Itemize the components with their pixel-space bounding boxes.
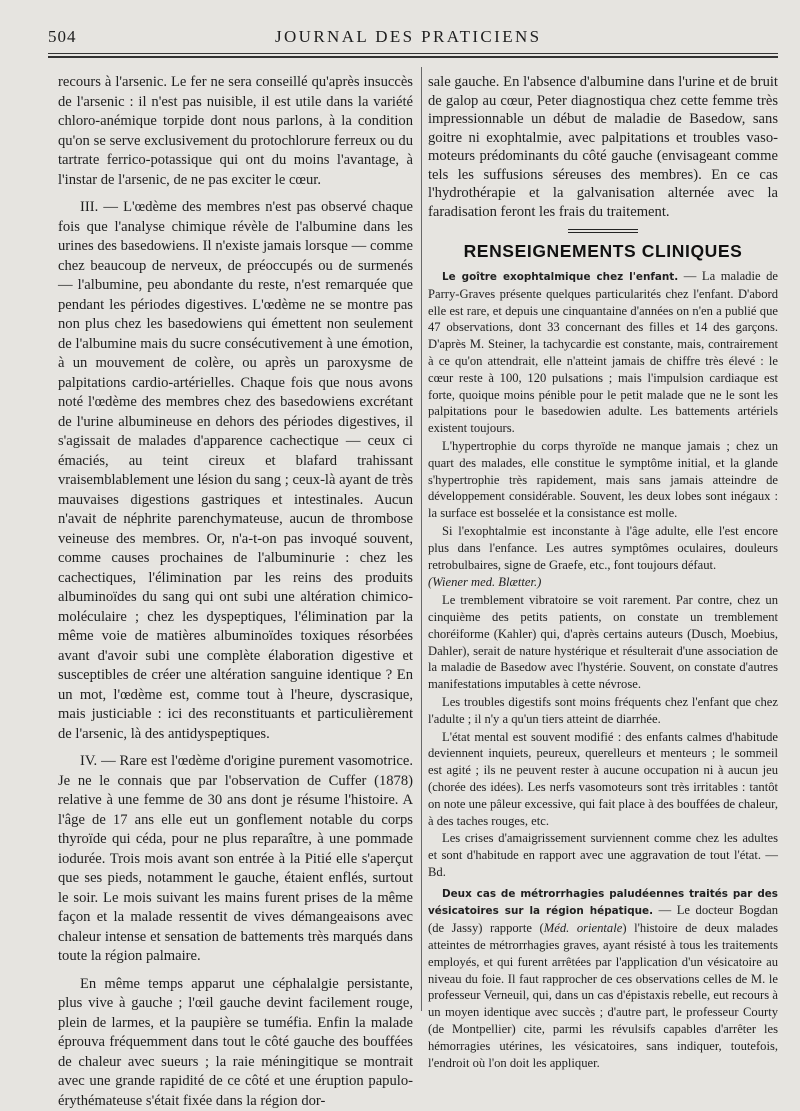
article-title: Le goître exophtalmique chez l'enfant.	[442, 271, 678, 283]
left-column	[58, 73, 413, 1111]
citation-source: (Wiener med. Blætter.)	[428, 575, 541, 589]
section-separator	[568, 229, 638, 233]
paragraph: L'état mental est souvent modifié : des enfants calmes d'habitude deviennent inquiets, peureux, querelleurs et menteurs ; le sommeil est agité ; ils ne peuvent rester à aucune occupation ni à aucun jeu (chorée des idées). Les nerfs vasomoteurs sont très irritables : tantôt on note une pâleur excessive, qui fait place à des bouffées de chaleur, à des taches rouges, etc.	[428, 729, 778, 830]
paragraph: recours à l'arsenic. Le fer ne sera conseillé qu'après insuccès de l'arsenic : il n'est pas nuisible, il est utile dans la variété chloro-anémique torpide dont nous parlons, à la condition qu'on se serve exclusivement du protochlorure ferreux ou du tartrate ferrico-potassique qui ont du moins l'avantage, à l'instar de l'arsenic, de ne pas exciter le cœur.	[58, 73, 413, 190]
paragraph: En même temps apparut une céphalalgie persistante, plus vive à gauche ; l'œil gauche devint facilement rouge, plein de larmes, et la paupière se tuméfia. Enfin la malade éprouva fréquemment dans tout le côté gauche des bouffées de chaleur avec sueurs ; la raie méningitique se montrait avec une grande rapidité de ce côté et une éruption papulo-érythémateuse s'était fixée dans la région dor-	[58, 975, 413, 1111]
header-rule	[48, 53, 778, 58]
right-column	[428, 73, 778, 1071]
page-number: 504	[48, 27, 77, 47]
journal-title: JOURNAL DES PRATICIENS	[275, 27, 542, 47]
article-text: — La maladie de Parry-Graves présente quelques particularités chez l'enfant. D'abord elle est rare, et depuis une cinquantaine d'années on n'en a publié que 47 observations, dont 33 concernant des filles et 14 des garçons. D'après M. Steiner, la tachycardie est constante, mais, contrairement à ce qu'on attendrait, elle n'atteint jamais de chiffre très élevé : le cœur reste à 100, 120 pulsations ; mais l'impulsion cardiaque est forte, quoique moins pénible pour le petit malade que ne le sont les palpitations pour le basedowien adulte. Les battements artériels existent toujours.	[428, 269, 778, 435]
paragraph: Le tremblement vibratoire se voit rarement. Par contre, chez un cinquième des petits patients, on constate un tremblement choréiforme (Kahler) qui, d'après certains auteurs (Dusch, Moebius, Dahler), serait de nature hystérique et résulterait d'une association de la maladie de Basedow avec l'hystérie. Souvent, on constate d'autres manifestations imputables à cette névrose.	[428, 592, 778, 693]
paragraph: IV. — Rare est l'œdème d'origine purement vasomotrice. Je ne le connais que par l'observation de Cuffer (1878) relative à une femme de 30 ans dont je résume l'histoire. A l'âge de 17 ans elle eut un gonflement notable du corps thyroïde qui céda, pour ne plus reparaître, à une pommade iodurée. Trois mois avant son entrée à la Pitié elle s'aperçut que ses pieds, notamment le gauche, étaient enflés, surtout le soir. Le mois suivant les mains furent prises de la même façon et la malade ressentit de vives démangeaisons avec chaleur intense et sensation de battements très marqués dans toute la région palmaire.	[58, 752, 413, 967]
article-text: ) l'histoire de deux malades atteintes de métrorrhagies graves, ayant résisté à tous les traitements employés, et qui furent arrêtées par l'application d'un vésicatoire au niveau du foie. Il faut rapprocher de ces observations celles de M. le professeur Verneuil, qui, dans un cas d'épistaxis rebelle, eut recours à un moyen identique avec succès ; d'autre part, le professeur Courty (de Montpellier) cite, parmi les révulsifs capables d'arrêter les hémorragies utérines, les vésicatoires, sans indiquer, toutefois, l'endroit où l'on doit les appliquer.	[428, 921, 778, 1069]
paragraph: III. — L'œdème des membres n'est pas observé chaque fois que l'analyse chimique révèle de l'albumine dans les urines des basedowiens. Il n'existe jamais lorsque — comme chez beaucoup de nerveux, de préoccupés ou de surmenés — l'albumine, peu abondante du reste, n'est remarquée que pendant les périodes digestives. L'œdème ne se montre pas non plus chez les basedowiens qui émettent non seulement de l'albumine mais du sucre consécutivement à une émotion, à un mouvement de colère, ou après un paroxysme de palpitations cardio-artérielles. Chaque fois que nous avons noté l'œdème des membres chez des basedowiens excrétant de l'urine albumineuse en dehors des périodes digestives, il s'agissait de malades d'apparence cachectique — ceux ci émaciés, au teint cireux et blafard trahissant vraisemblablement une lésion du sang ; ceux-là ayant de très mauvaises digestions gastriques et intestinales. Aucun n'avait de néphrite parenchymateuse, aucun de thrombose veineuse des membres. Or, n'a-t-on pas invoqué souvent, comme causes prochaines de l'albuminurie : chez les cachectiques, l'élimination par les reins des produits albuminoïdes du sang qui ont subi une altération chimico-moléculaire ; chez les dyspeptiques, l'élimination par la même voie de matières albuminoïdes toxiques résorbées avant d'avoir subi une complète élaboration digestive et susceptibles de créer une altération sanguine identique ? En un mot, l'œdème est, comme tout à l'heure, dyscrasique, mais justiciable : ici des reconstituants et particulièrement de l'arsenic, là des antidyspeptiques.	[58, 198, 413, 744]
continued-text	[428, 73, 778, 221]
column-rule	[421, 67, 422, 1011]
paragraph: Les crises d'amaigrissement surviennent comme chez les adultes et sont d'habitude en rapport avec une aggravation de tout l'état. — Bd.	[428, 830, 778, 880]
paragraph: sale gauche. En l'absence d'albumine dans l'urine et de bruit de galop au cœur, Peter diagnostiqua chez cette femme très impressionnable un début de maladie de Basedow, sans goitre ni exophtalmie, avec palpitations et troubles vaso-moteurs prédominants du côté gauche (envisageant comme tels les suffusions séreuses des membres). En ce cas l'hydrothérapie et la galvanisation alternée avec la faradisation feront les frais du traitement.	[428, 73, 778, 221]
clinical-notes	[428, 268, 778, 1071]
paragraph: Si l'exophtalmie est inconstante à l'âge adulte, elle l'est encore plus dans l'enfance. Les autres symptômes oculaires, douleurs retrobulbaires, signe de Graefe, etc., font toujours défaut.	[428, 523, 778, 573]
article-paragraph	[428, 885, 778, 1072]
citation	[428, 574, 778, 591]
paragraph: Les troubles digestifs sont moins fréquents chez l'enfant que chez l'adulte ; il n'y a qu'un tiers atteint de diarrhée.	[428, 694, 778, 728]
source-journal: Méd. orientale	[544, 921, 623, 935]
article-title: Deux cas de métrorrhagies paludéennes traités par des vésicatoires sur la région hépatique.	[428, 888, 778, 918]
paragraph: L'hypertrophie du corps thyroïde ne manque jamais ; chez un quart des malades, elle constitue le symptôme initial, et la glande s'hypertrophie très rapidement, mais sans jamais atteindre de développement considérable. Souvent, les deux lobes sont inégaux : la surface est bosselée et la consistance est molle.	[428, 438, 778, 522]
running-header	[48, 27, 770, 49]
article-text: — Le docteur Bogdan (de Jassy) rapporte (	[428, 903, 778, 935]
article-paragraph	[428, 268, 778, 437]
section-title: RENSEIGNEMENTS CLINIQUES	[428, 241, 778, 262]
